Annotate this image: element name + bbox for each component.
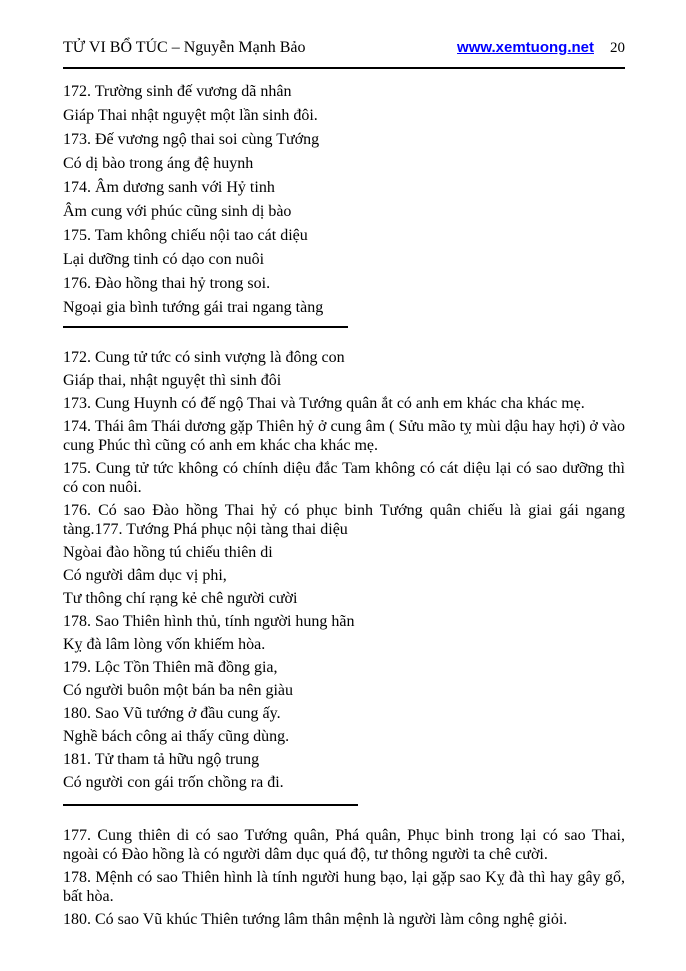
header-right-group bbox=[457, 39, 625, 57]
poem-line: Có dị bào trong áng đệ huynh bbox=[63, 155, 254, 172]
commentary-section-1 bbox=[63, 348, 625, 792]
commentary-paragraph: Ngòai đào hồng tú chiếu thiên di bbox=[63, 544, 273, 561]
commentary-section-2 bbox=[63, 826, 625, 929]
poem-line: Lại dưỡng tinh có dạo con nuôi bbox=[63, 251, 265, 268]
commentary-paragraph: Có người con gái trốn chồng ra đi. bbox=[63, 774, 284, 791]
commentary-paragraph: Tư thông chí rạng kẻ chê người cười bbox=[63, 590, 298, 607]
page-header bbox=[63, 38, 625, 58]
poem-line: Âm cung với phúc cũng sinh dị bào bbox=[63, 203, 292, 220]
poem-line: 176. Đào hồng thai hỷ trong soi. bbox=[63, 275, 271, 292]
commentary-paragraph: 180. Sao Vũ tướng ở đầu cung ấy. bbox=[63, 705, 281, 722]
book-title: TỬ VI BỔ TÚC – Nguyễn Mạnh Bảo bbox=[63, 39, 306, 56]
section-divider bbox=[63, 326, 348, 328]
poem-line: 174. Âm dương sanh với Hỷ tinh bbox=[63, 179, 275, 196]
commentary-paragraph: 175. Cung tử tức không có chính diệu đắc Tam không có cát diệu lại có sao dưỡng thì có con nuôi. bbox=[63, 460, 625, 496]
commentary-paragraph: Giáp thai, nhật nguyệt thì sinh đôi bbox=[63, 372, 282, 389]
verse-section bbox=[63, 82, 625, 317]
poem-line: 172. Trường sinh đế vương dã nhân bbox=[63, 83, 292, 100]
section-divider bbox=[63, 804, 358, 806]
header-rule bbox=[63, 67, 625, 69]
commentary-paragraph: Có người dâm dục vị phi, bbox=[63, 567, 227, 584]
commentary-paragraph: 178. Mệnh có sao Thiên hình là tính người hung bạo, lại gặp sao Kỵ đà thì hay gây gổ, bất hòa. bbox=[63, 869, 625, 905]
commentary-paragraph: 174. Thái âm Thái dương gặp Thiên hỷ ở cung âm ( Sửu mão tỵ mùi dậu hay hợi) ở vào cung Phúc thì cũng có anh em khác cha khác mẹ. bbox=[63, 418, 625, 454]
commentary-paragraph: 178. Sao Thiên hình thủ, tính người hung hãn bbox=[63, 613, 355, 630]
commentary-paragraph: 181. Tử tham tả hữu ngộ trung bbox=[63, 751, 260, 768]
commentary-paragraph: 180. Có sao Vũ khúc Thiên tướng lâm thân mệnh là người làm công nghệ giỏi. bbox=[63, 911, 568, 928]
commentary-paragraph: 176. Có sao Đào hồng Thai hỷ có phục binh Tướng quân chiếu là giai gái ngang tàng.177. Tướng Phá phục nội tàng thai diệu bbox=[63, 502, 625, 538]
poem-line: Ngoại gia bình tướng gái trai ngang tàng bbox=[63, 299, 324, 316]
poem-line: 175. Tam không chiếu nội tao cát diệu bbox=[63, 227, 308, 244]
poem-line: Giáp Thai nhật nguyệt một lần sinh đôi. bbox=[63, 107, 318, 124]
page-number: 20 bbox=[610, 40, 625, 56]
commentary-paragraph: 177. Cung thiên di có sao Tướng quân, Phá quân, Phục binh trong lại có sao Thai, ngoài có Đào hồng là có người dâm dục quá độ, tư thông người ta chê cười. bbox=[63, 827, 625, 863]
commentary-paragraph: 173. Cung Huynh có đế ngộ Thai và Tướng quân ắt có anh em khác cha khác mẹ. bbox=[63, 395, 585, 412]
commentary-paragraph: 172. Cung tử tức có sinh vượng là đông con bbox=[63, 349, 345, 366]
commentary-paragraph: Có người buôn một bán ba nên giàu bbox=[63, 682, 293, 699]
poem-line: 173. Đế vương ngộ thai soi cùng Tướng bbox=[63, 131, 320, 148]
commentary-paragraph: 179. Lộc Tồn Thiên mã đồng gia, bbox=[63, 659, 278, 676]
commentary-paragraph: Kỵ đà lâm lòng vốn khiếm hòa. bbox=[63, 636, 266, 653]
website-link[interactable]: www.xemtuong.net bbox=[457, 39, 594, 56]
commentary-paragraph: Nghề bách công ai thấy cũng dùng. bbox=[63, 728, 290, 745]
